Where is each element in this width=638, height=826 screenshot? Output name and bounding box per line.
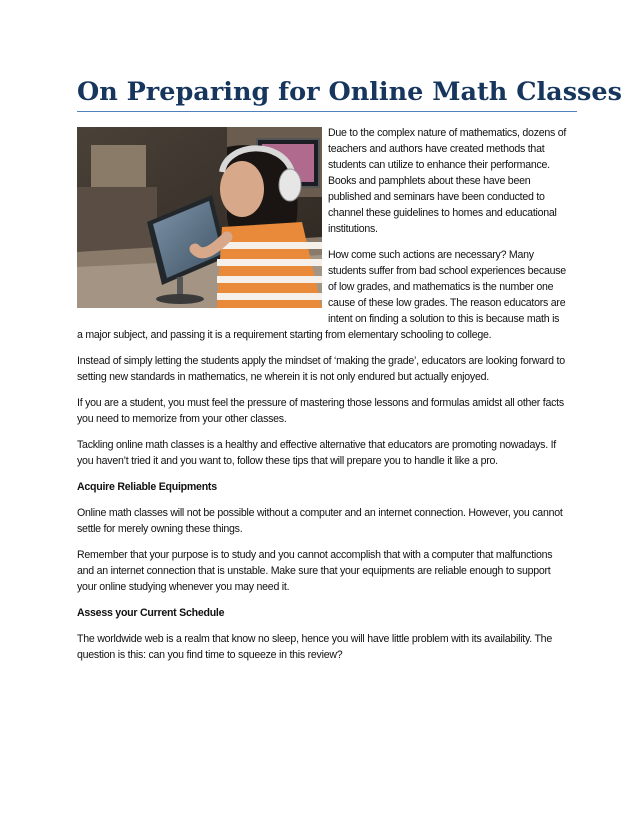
paragraph-alternative: Tackling online math classes is a healthy and effective alternative that educators are promoting nowadays. If you haven’t tried it and you want to, follow these tips that will prepare you to handle it like a pro. bbox=[77, 439, 556, 467]
paragraph-schedule-1: The worldwide web is a realm that know no sleep, hence you will have little problem with its availability. The question is this: can you find time to squeeze in this review? bbox=[77, 633, 552, 661]
girl-with-headphones-tablet-photo bbox=[77, 127, 322, 308]
page-title: On Preparing for Online Math Classes bbox=[77, 77, 622, 107]
article-body bbox=[77, 125, 567, 673]
section-heading-schedule: Assess your Current Schedule bbox=[77, 607, 225, 619]
paragraph-intro: Due to the complex nature of mathematics, dozens of teachers and authors have created methods that students can utilize to enhance their performance. Books and pamphlets about these have been published and seminars have been conducted to channel these guidelines to homes and educational institutions. bbox=[328, 127, 567, 235]
paragraph-why: How come such actions are necessary? Many students suffer from bad school experiences because of low grades, and mathematics is the number one cause of these low grades. The reason educators are intent on finding a solution to this is because math is a major subject, and passing it is a requirement starting from elementary schooling to college. bbox=[77, 249, 566, 341]
section-heading-equipments: Acquire Reliable Equipments bbox=[77, 481, 217, 493]
photo-illustration bbox=[77, 127, 322, 308]
paragraph-pressure: If you are a student, you must feel the pressure of mastering those lessons and formulas amidst all other facts you need to memorize from your other classes. bbox=[77, 397, 564, 425]
title-underline bbox=[77, 111, 577, 112]
paragraph-equipment-1: Online math classes will not be possible without a computer and an internet connection. However, you cannot settle for merely owning these things. bbox=[77, 507, 563, 535]
paragraph-equipment-2: Remember that your purpose is to study and you cannot accomplish that with a computer that malfunctions and an internet connection that is unstable. Make sure that your equipments are reliable enough to support your online studying whenever you may need it. bbox=[77, 549, 553, 593]
paragraph-mindset: Instead of simply letting the students apply the mindset of ‘making the grade’, educators are looking forward to setting new standards in mathematics, ne wherein it is not only endured but actually enjoyed. bbox=[77, 355, 565, 383]
